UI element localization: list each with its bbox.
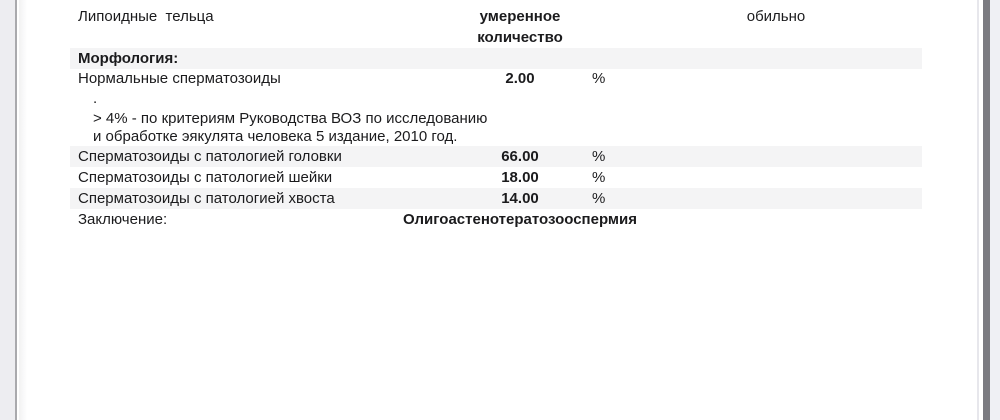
note-line-1: > 4% - по критериям Руководства ВОЗ по исследованию [93, 110, 488, 127]
row-name: Липоидные тельца [78, 8, 214, 25]
table-row-normal-spermatozoa [70, 69, 922, 89]
row-value: 2.00 [505, 70, 535, 87]
conclusion-value-cell [403, 209, 637, 230]
row-unit: % [592, 70, 606, 87]
row-name: Сперматозоиды с патологией хвоста [78, 190, 335, 207]
table-row-lipoid-bodies [70, 6, 922, 48]
section-header-morphology: Морфология: [70, 48, 922, 69]
right-page-border [977, 0, 979, 420]
row-name: Нормальные сперматозоиды [78, 70, 281, 87]
row-value: умеренное количество [477, 8, 563, 46]
left-page-edge [0, 0, 17, 420]
row-unit: % [592, 190, 606, 207]
row-unit: % [592, 169, 606, 186]
who-criteria-note [70, 89, 922, 146]
row-unit: % [592, 148, 606, 165]
table-row-neck-pathology [70, 167, 922, 188]
note-line-2: и обработке эякулята человека 5 издание, 2010 год. [93, 128, 458, 145]
conclusion-label: Заключение: [78, 211, 168, 228]
row-reference: обильно [746, 8, 806, 25]
conclusion-value: Олигоастенотератозооспермия [403, 211, 637, 228]
left-page-shadow [19, 0, 27, 420]
row-value: 14.00 [501, 190, 539, 207]
row-name: Сперматозоиды с патологией головки [78, 148, 342, 165]
row-value: 18.00 [501, 169, 539, 186]
page-divider-bar [983, 0, 990, 420]
row-name: Сперматозоиды с патологией шейки [78, 169, 333, 186]
note-dot: . [93, 90, 98, 107]
report-page [70, 6, 922, 230]
row-value: 66.00 [501, 148, 539, 165]
table-row-head-pathology [70, 146, 922, 167]
table-row-tail-pathology [70, 188, 922, 209]
table-row-conclusion [70, 209, 922, 230]
right-page-edge [990, 0, 1000, 420]
